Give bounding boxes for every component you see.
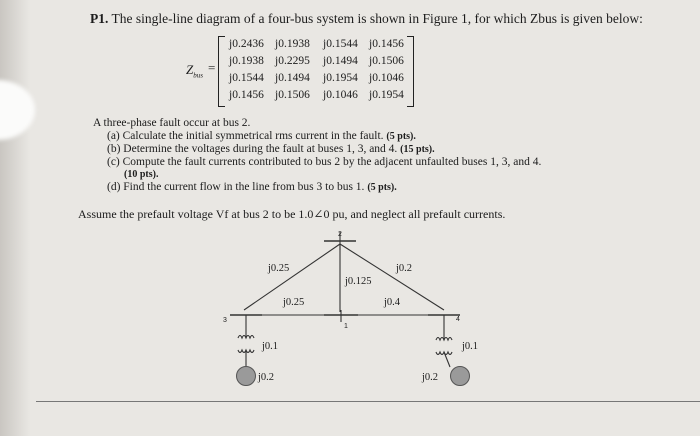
part-b-text: (b) Determine the voltages during the fault at buses 1, 3, and 4.	[107, 143, 398, 155]
matrix-cell: j0.1506	[275, 89, 310, 101]
zbus-symbol: Z	[186, 62, 194, 77]
part-b-points: (15 pts).	[400, 144, 435, 155]
zbus-subscript: bus	[193, 71, 203, 80]
line-4-2-impedance: j0.2	[396, 263, 413, 274]
generator-right-icon	[451, 367, 470, 386]
matrix-cell: j0.1456	[229, 89, 264, 101]
matrix-cell: j0.1938	[229, 55, 264, 67]
matrix-cell: j0.1954	[323, 72, 358, 84]
matrix-cell: j0.1494	[275, 72, 310, 84]
bus-1-number: 1	[344, 323, 348, 330]
matrix-cell: j0.1046	[323, 89, 358, 101]
bus-3-number: 3	[223, 317, 227, 324]
matrix-cell: j0.1506	[369, 55, 404, 67]
matrix-cell: j0.1954	[369, 89, 404, 101]
bus-2-number: 2	[338, 231, 342, 238]
matrix-cell: j0.1544	[323, 38, 358, 50]
part-a-text: (a) Calculate the initial symmetrical rms current in the fault.	[107, 130, 384, 142]
zbus-equals: =	[208, 60, 216, 75]
problem-number: P1.	[90, 11, 109, 26]
matrix-cell: j0.1456	[369, 38, 404, 50]
generator-left-impedance: j0.2	[258, 372, 275, 383]
part-d-text: (d) Find the current flow in the line from bus 3 to bus 1.	[107, 181, 365, 193]
matrix-cell: j0.2436	[229, 38, 264, 50]
matrix-cell: j0.1938	[275, 38, 310, 50]
transformer-right-impedance: j0.1	[462, 341, 479, 352]
transformer-left-impedance: j0.1	[262, 341, 279, 352]
bus-4-number: 4	[456, 316, 460, 323]
part-d-points: (5 pts).	[367, 182, 397, 193]
problem-statement: The single-line diagram of a four-bus system is shown in Figure 1, for which Zbus is given below:	[111, 11, 643, 26]
fault-intro: A three-phase fault occur at bus 2.	[93, 117, 251, 129]
part-c-points: (10 pts).	[124, 169, 159, 180]
line-1-2-impedance: j0.125	[345, 276, 372, 287]
matrix-cell: j0.1494	[323, 55, 358, 67]
part-a-points: (5 pts).	[386, 131, 416, 142]
line-3-2-impedance: j0.25	[268, 263, 290, 274]
page-rule	[36, 401, 700, 402]
part-c-text: (c) Compute the fault currents contributed to bus 2 by the adjacent unfaulted buses 1, 3, and 4.	[107, 156, 542, 168]
generator-right-impedance: j0.2	[422, 372, 439, 383]
generator-left-icon	[237, 367, 256, 386]
matrix-cell: j0.2295	[275, 55, 310, 67]
matrix-cell: j0.1046	[369, 72, 404, 84]
matrix-cell: j0.1544	[229, 72, 264, 84]
prefault-assumption: Assume the prefault voltage Vf at bus 2 to be 1.0∠0 pu, and neglect all prefault currents.	[78, 207, 506, 221]
line-1-4-impedance: j0.4	[384, 297, 401, 308]
line-3-1-impedance: j0.25	[283, 297, 305, 308]
